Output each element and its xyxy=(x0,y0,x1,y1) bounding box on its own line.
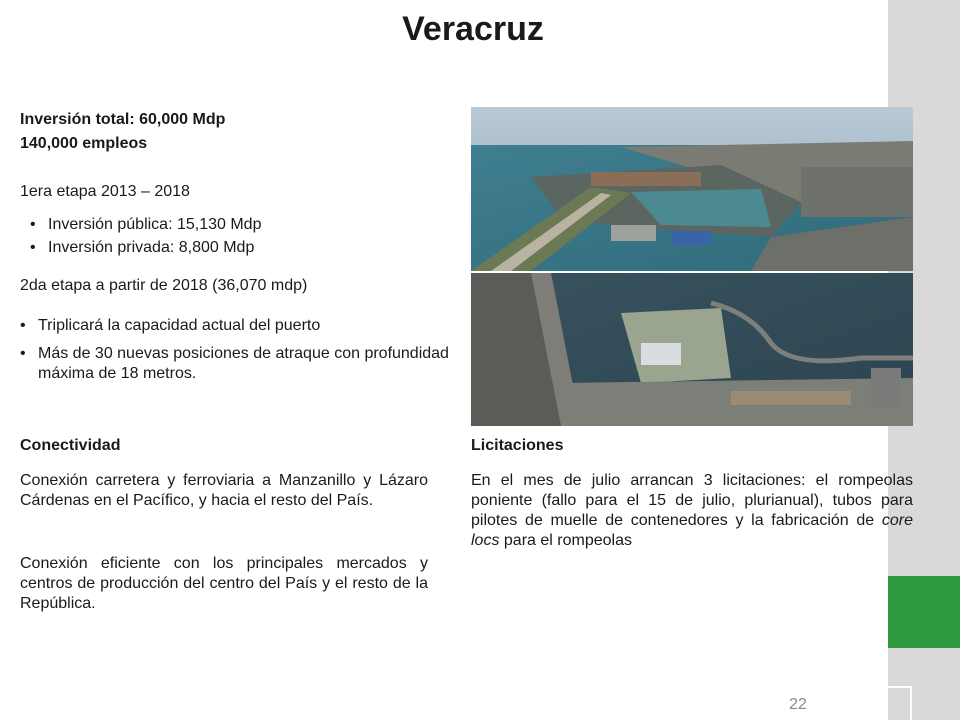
port-aerial-photo xyxy=(471,107,913,271)
stage2-list xyxy=(20,316,450,392)
corner-frame xyxy=(888,686,912,720)
tenders-text-start: En el mes de julio arrancan 3 licitaciones: el rompeolas poniente (fallo para el 15 de julio, plurianual), tubos para pilotes de muelle de contenedores y la fabricación de xyxy=(471,472,913,529)
tenders-text-italic: core locs xyxy=(471,512,913,549)
connectivity-paragraph-1: Conexión carretera y ferroviaria a Manzanillo y Lázaro Cárdenas en el Pacífico, y hacia el resto del País. xyxy=(20,472,428,509)
tenders-heading: Licitaciones xyxy=(471,437,564,454)
page-title: Veracruz xyxy=(402,10,544,48)
tenders-paragraph xyxy=(471,471,913,551)
connectivity-heading: Conectividad xyxy=(20,437,121,454)
list-item: • Triplicará la capacidad actual del puerto xyxy=(20,316,450,336)
stage1-list xyxy=(30,213,410,259)
breakwater-aerial-photo xyxy=(471,273,913,426)
accent-block xyxy=(888,576,960,648)
list-item: • Inversión privada: 8,800 Mdp xyxy=(30,236,410,259)
stage1-heading: 1era etapa 2013 – 2018 xyxy=(20,183,190,200)
total-investment: Inversión total: 60,000 Mdp xyxy=(20,111,226,128)
jobs-count: 140,000 empleos xyxy=(20,135,148,152)
list-item: • Inversión pública: 15,130 Mdp xyxy=(30,213,410,236)
list-item: • Más de 30 nuevas posiciones de atraque con profundidad máxima de 18 metros. xyxy=(20,344,450,384)
tenders-text-end: para el rompeolas xyxy=(499,532,632,549)
connectivity-paragraph-2: Conexión eficiente con los principales mercados y centros de producción del centro del País y el resto de la República. xyxy=(20,555,428,612)
stage2-heading: 2da etapa a partir de 2018 (36,070 mdp) xyxy=(20,277,308,294)
page-number: 22 xyxy=(789,696,807,713)
